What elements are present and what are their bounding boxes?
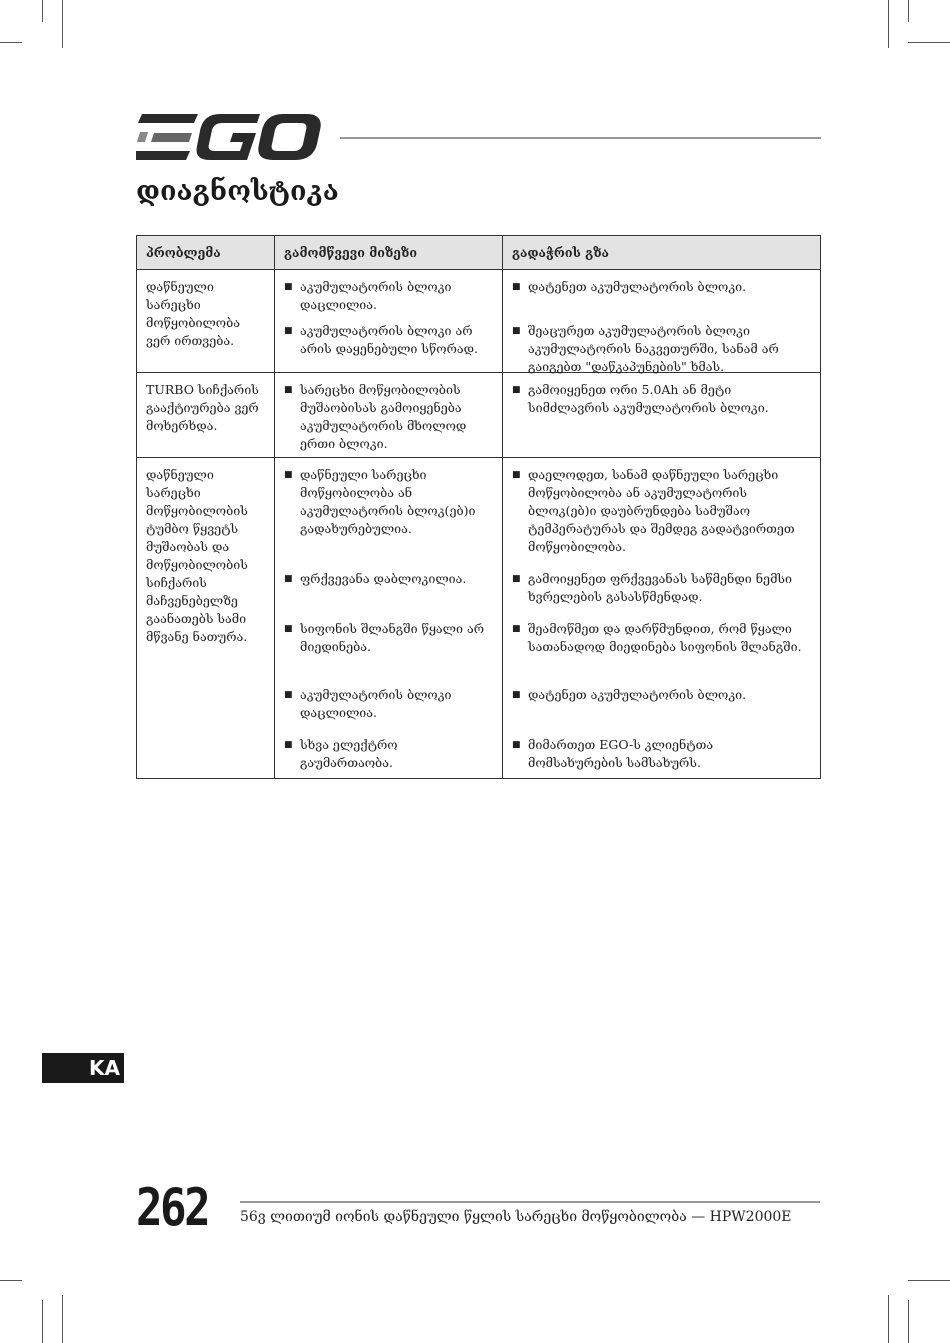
- list-item: ■ გამოიყენეთ ფრქვევანას საწმენდი ნემსი ხვრელების გასასწმენდად.: [512, 571, 792, 604]
- list-item: ■ გამოიყენეთ ორი 5.0Ah ან მეტი სიმძლავრის აკუმულატორის ბლოკი.: [512, 382, 769, 415]
- bullet-icon: ■: [284, 470, 293, 480]
- list-item: ■ აკუმულატორის ბლოკი დაცლილია.: [284, 687, 452, 720]
- bullet-icon: ■: [512, 624, 521, 634]
- footer-text: 56ვ ლითიუმ იონის დაწნეული წყლის სარეცხი მოწყობილობა — HPW2000E: [240, 1209, 792, 1225]
- column-header-remedy: გადაჭრის გზა: [503, 236, 821, 270]
- column-header-problem: პრობლემა: [137, 236, 275, 270]
- bullet-icon: ■: [512, 574, 521, 584]
- problem-cell: TURBO სიჩქარის გააქტიურება ვერ მოხერხდა.: [137, 373, 275, 458]
- crop-mark: [62, 1295, 63, 1343]
- table-row: [137, 458, 821, 779]
- list-item: ■ დაწნეული სარეცხი მოწყობილობა ან აკუმულატორის ბლოკ(ებ)ი გადახურებულია.: [284, 467, 476, 536]
- list-item: ■ შეაცურეთ აკუმულატორის ბლოკი აკუმულატორის ნაკვეთურში, სანამ არ გაიგებთ "დაწკაპუნების" ხმას.: [512, 323, 779, 374]
- column-header-cause: გამომწვევი მიზეზი: [275, 236, 503, 270]
- crop-mark: [888, 0, 889, 48]
- crop-mark: [888, 1295, 889, 1343]
- bullet-icon: ■: [284, 574, 293, 584]
- problem-cell: დაწნეული სარეცხი მოწყობილობის ტუმბო წყვეტს მუშაობას და მოწყობილობის სიჩქარის მაჩვენებელზე გაანათებს სამი მწვანე ნათურა.: [137, 458, 275, 779]
- remedy-cell: [503, 373, 821, 458]
- page-title: დიაგნოსტიკა: [136, 176, 339, 207]
- bullet-icon: ■: [512, 385, 521, 395]
- ego-logo: [136, 114, 322, 160]
- cause-cell: [275, 458, 503, 779]
- list-item: ■ სარეცხი მოწყობილობის მუშაობისას გამოიყენება აკუმულატორის მხოლოდ ერთი ბლოკი.: [284, 382, 467, 451]
- bullet-icon: ■: [284, 624, 293, 634]
- diagnostics-table: [136, 235, 821, 779]
- crop-mark: [908, 0, 909, 22]
- list-item: ■ შეამოწმეთ და დარწმუნდით, რომ წყალი სათანადოდ მიედინება სიფონის შლანგში.: [512, 621, 802, 654]
- crop-mark: [908, 1280, 950, 1281]
- footer-rule: [240, 1201, 820, 1203]
- bullet-icon: ■: [512, 470, 521, 480]
- list-item: ■ დატენეთ აკუმულატორის ბლოკი.: [512, 687, 747, 702]
- bullet-icon: ■: [284, 740, 293, 750]
- header-rule: [340, 137, 821, 139]
- table-header-row: [137, 236, 821, 270]
- table-row: [137, 373, 821, 458]
- crop-mark: [42, 0, 43, 22]
- crop-mark: [908, 1300, 909, 1343]
- list-item: ■ დაელოდეთ, სანამ დაწნეული სარეცხი მოწყობილობა ან აკუმულატორის ბლოკ(ებ)ი დაუბრუნდება სამუშაო ტემპერატურას და შემდეგ გადატვირთეთ მოწყობილობა.: [512, 467, 795, 554]
- list-item: ■ სიფონის შლანგში წყალი არ მიედინება.: [284, 621, 485, 654]
- remedy-cell: [503, 458, 821, 779]
- bullet-icon: ■: [284, 385, 293, 395]
- bullet-icon: ■: [512, 282, 521, 292]
- cause-cell: [275, 373, 503, 458]
- crop-mark: [0, 42, 22, 43]
- crop-mark: [0, 1280, 22, 1281]
- language-tab: KA: [42, 1053, 124, 1083]
- bullet-icon: ■: [284, 690, 293, 700]
- bullet-icon: ■: [512, 326, 521, 336]
- bullet-icon: ■: [284, 282, 293, 292]
- page-number: 262: [136, 1178, 209, 1238]
- list-item: ■ აკუმულატორის ბლოკი არ არის დაყენებული სწორად.: [284, 323, 479, 356]
- table-row: [137, 270, 821, 373]
- problem-cell: დაწნეული სარეცხი მოწყობილობა ვერ ირთვება.: [137, 270, 275, 373]
- list-item: ■ სხვა ელექტრო გაუმართაობა.: [284, 737, 398, 770]
- crop-mark: [62, 0, 63, 48]
- cause-cell: [275, 270, 503, 373]
- bullet-icon: ■: [512, 690, 521, 700]
- list-item: ■ დატენეთ აკუმულატორის ბლოკი.: [512, 279, 747, 294]
- crop-mark: [42, 1300, 43, 1343]
- remedy-cell: [503, 270, 821, 373]
- crop-mark: [908, 42, 950, 43]
- bullet-icon: ■: [284, 326, 293, 336]
- bullet-icon: ■: [512, 740, 521, 750]
- list-item: ■ აკუმულატორის ბლოკი დაცლილია.: [284, 279, 452, 312]
- list-item: ■ ფრქვევანა დაბლოკილია.: [284, 571, 467, 586]
- list-item: ■ მიმართეთ EGO-ს კლიენტთა მომსახურების სამსახურს.: [512, 737, 714, 770]
